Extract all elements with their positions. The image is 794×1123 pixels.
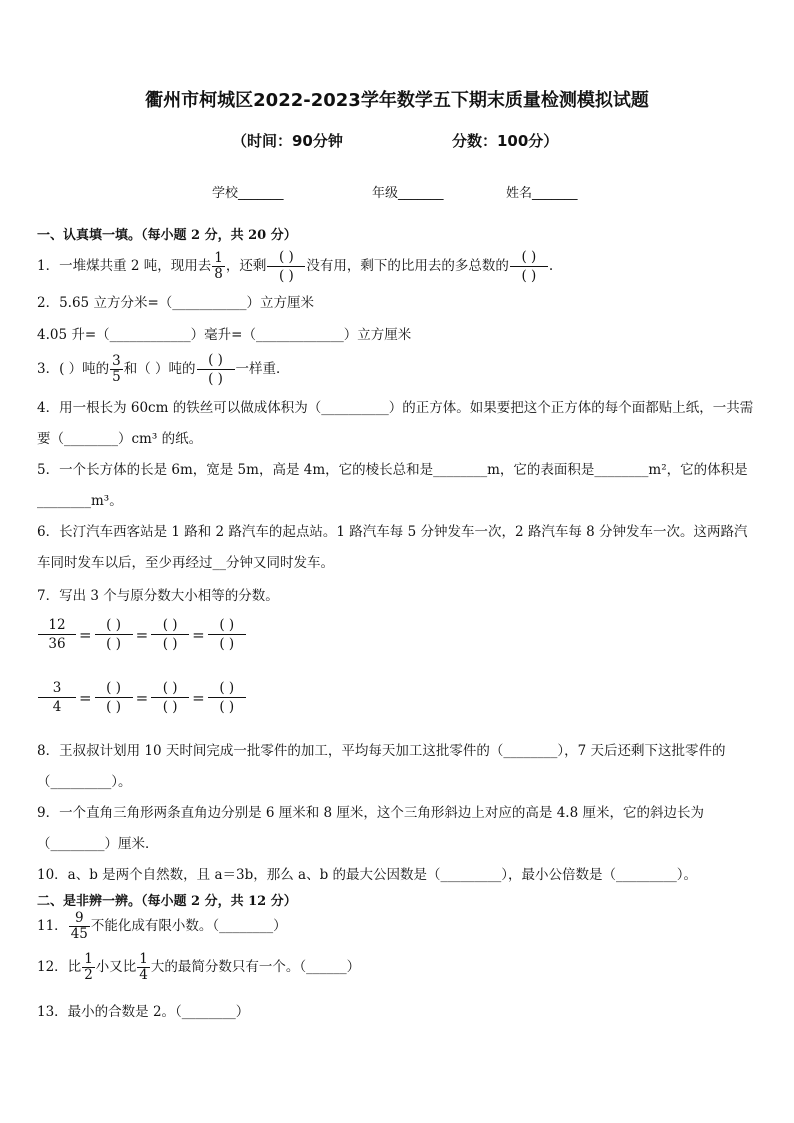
blank-fraction <box>95 679 133 716</box>
question-11 <box>37 911 287 942</box>
denominator-blank: ( ) <box>106 699 121 715</box>
question-5b: ________m³。 <box>37 493 123 509</box>
denominator: 45 <box>70 926 88 942</box>
fraction <box>110 354 123 385</box>
denominator-blank: ( ) <box>219 636 235 652</box>
numerator-blank: ( ) <box>151 616 189 635</box>
q1-text-c: 没有用，剩下的比用去的多总数的 <box>306 258 509 274</box>
q1-text-a: 1．一堆煤共重 2 吨，现用去 <box>37 258 212 274</box>
blank-fraction <box>208 679 246 716</box>
question-2a: 2．5.65 立方分米=（___________）立方厘米 <box>37 295 315 311</box>
q3-text-a: 3．( ）吨的 <box>37 361 110 377</box>
denominator-blank: ( ) <box>208 371 223 387</box>
question-7: 7．写出 3 个与原分数大小相等的分数。 <box>37 588 279 604</box>
exam-time: （时间：90分钟 <box>232 132 343 150</box>
denominator: 8 <box>214 266 223 282</box>
question-6a: 6．长汀汽车西客站是 1 路和 2 路汽车的起点站。1 路汽车每 5 分钟发车一次，2 路汽车每 8 分钟发车一次。这两路汽 <box>37 524 748 540</box>
denominator-blank: ( ) <box>278 268 294 284</box>
blank-fraction <box>510 248 548 285</box>
section-2-heading: 二、是非辨一辨。（每小题 2 分，共 12 分） <box>37 894 297 909</box>
numerator: 1 <box>84 951 93 967</box>
question-4b: 要（________）cm³ 的纸。 <box>37 431 203 447</box>
denominator-blank: ( ) <box>521 268 537 284</box>
denominator-blank: ( ) <box>162 699 178 715</box>
q11-text: 不能化成有限小数。（________） <box>90 918 287 934</box>
equals-sign: = <box>192 688 205 707</box>
fraction <box>137 952 150 983</box>
denominator-blank: ( ) <box>219 699 235 715</box>
equals-sign: = <box>192 625 205 644</box>
question-7-row-1 <box>37 616 247 653</box>
denominator-blank: ( ) <box>106 636 121 652</box>
question-5a: 5．一个长方体的长是 6m，宽是 5m，高是 4m，它的棱长总和是________m，它的表面积是________m²，它的体积是 <box>37 462 748 478</box>
q12-text-a: 12．比 <box>37 959 82 975</box>
page-title: 衢州市柯城区2022-2023学年数学五下期末质量检测模拟试题 <box>145 90 649 111</box>
fraction-3-4 <box>38 679 76 716</box>
blank-fraction <box>151 679 189 716</box>
question-9a: 9．一个直角三角形两条直角边分别是 6 厘米和 8 厘米，这个三角形斜边上对应的高是 4.8 厘米，它的斜边长为 <box>37 805 704 821</box>
numerator-blank: ( ) <box>197 351 235 370</box>
numerator-blank: ( ) <box>95 616 133 635</box>
blank-fraction <box>208 616 246 653</box>
question-13: 13．最小的合数是 2。（________） <box>37 1004 250 1020</box>
q11-number: 11． <box>37 918 68 934</box>
denominator: 4 <box>139 967 148 983</box>
question-10: 10．a、b 是两个自然数，且 a＝3b，那么 a、b 的最大公因数是（_________），最小公倍数是（_________）。 <box>37 867 698 883</box>
denominator: 36 <box>48 636 66 652</box>
numerator: 1 <box>139 951 148 967</box>
blank-fraction <box>95 616 133 653</box>
fraction <box>212 251 225 282</box>
question-1 <box>37 248 553 285</box>
equals-sign: = <box>79 688 92 707</box>
section-1-heading: 一、认真填一填。（每小题 2 分，共 20 分） <box>37 228 297 243</box>
fraction <box>69 911 90 942</box>
equals-sign: = <box>79 625 92 644</box>
question-6b: 车同时发车以后，至少再经过__分钟又同时发车。 <box>37 555 334 571</box>
fraction-12-36 <box>38 616 76 653</box>
numerator-blank: ( ) <box>208 679 246 698</box>
question-7-row-2 <box>37 679 247 716</box>
q3-text-b: 和（ ）吨的 <box>123 361 196 377</box>
numerator-blank: ( ) <box>151 679 189 698</box>
denominator-blank: ( ) <box>162 636 178 652</box>
blank-fraction <box>197 351 235 388</box>
question-2b: 4.05 升=（____________）毫升=（_____________）立方厘米 <box>37 327 412 343</box>
numerator: 3 <box>112 353 121 369</box>
grade-field: 年级_______ <box>372 186 444 201</box>
exam-score: 分数：100分） <box>452 132 559 150</box>
blank-fraction <box>267 248 305 285</box>
numerator: 1 <box>214 250 223 266</box>
q1-text-b: ，还剩 <box>225 258 267 274</box>
question-4a: 4．用一根长为 60cm 的铁丝可以做成体积为（__________）的正方体。如果要把这个正方体的每个面都贴上纸，一共需 <box>37 400 754 416</box>
denominator: 4 <box>52 699 62 715</box>
question-3 <box>37 351 290 388</box>
fraction <box>82 952 95 983</box>
q1-text-d: . <box>548 258 554 274</box>
equals-sign: = <box>135 625 149 644</box>
question-8b: （_________）。 <box>37 774 132 790</box>
denominator: 2 <box>84 967 93 983</box>
numerator: 12 <box>38 616 76 635</box>
q3-text-c: 一样重． <box>235 361 290 377</box>
numerator: 3 <box>38 679 76 698</box>
question-9b: （________）厘米． <box>37 836 159 852</box>
numerator: 9 <box>69 911 90 927</box>
question-8a: 8．王叔叔计划用 10 天时间完成一批零件的加工，平均每天加工这批零件的（________），7 天后还剩下这批零件的 <box>37 743 726 759</box>
numerator-blank: ( ) <box>208 616 246 635</box>
question-12 <box>37 952 360 983</box>
q12-text-b: 小又比 <box>95 959 137 975</box>
numerator-blank: ( ) <box>510 248 548 267</box>
blank-fraction <box>151 616 189 653</box>
school-field: 学校_______ <box>212 186 284 201</box>
denominator: 5 <box>112 369 121 385</box>
q12-text-c: 大的最简分数只有一个。（______） <box>150 959 361 975</box>
equals-sign: = <box>135 688 149 707</box>
numerator-blank: ( ) <box>267 248 305 267</box>
name-field: 姓名_______ <box>506 186 578 201</box>
numerator-blank: ( ) <box>95 679 133 698</box>
